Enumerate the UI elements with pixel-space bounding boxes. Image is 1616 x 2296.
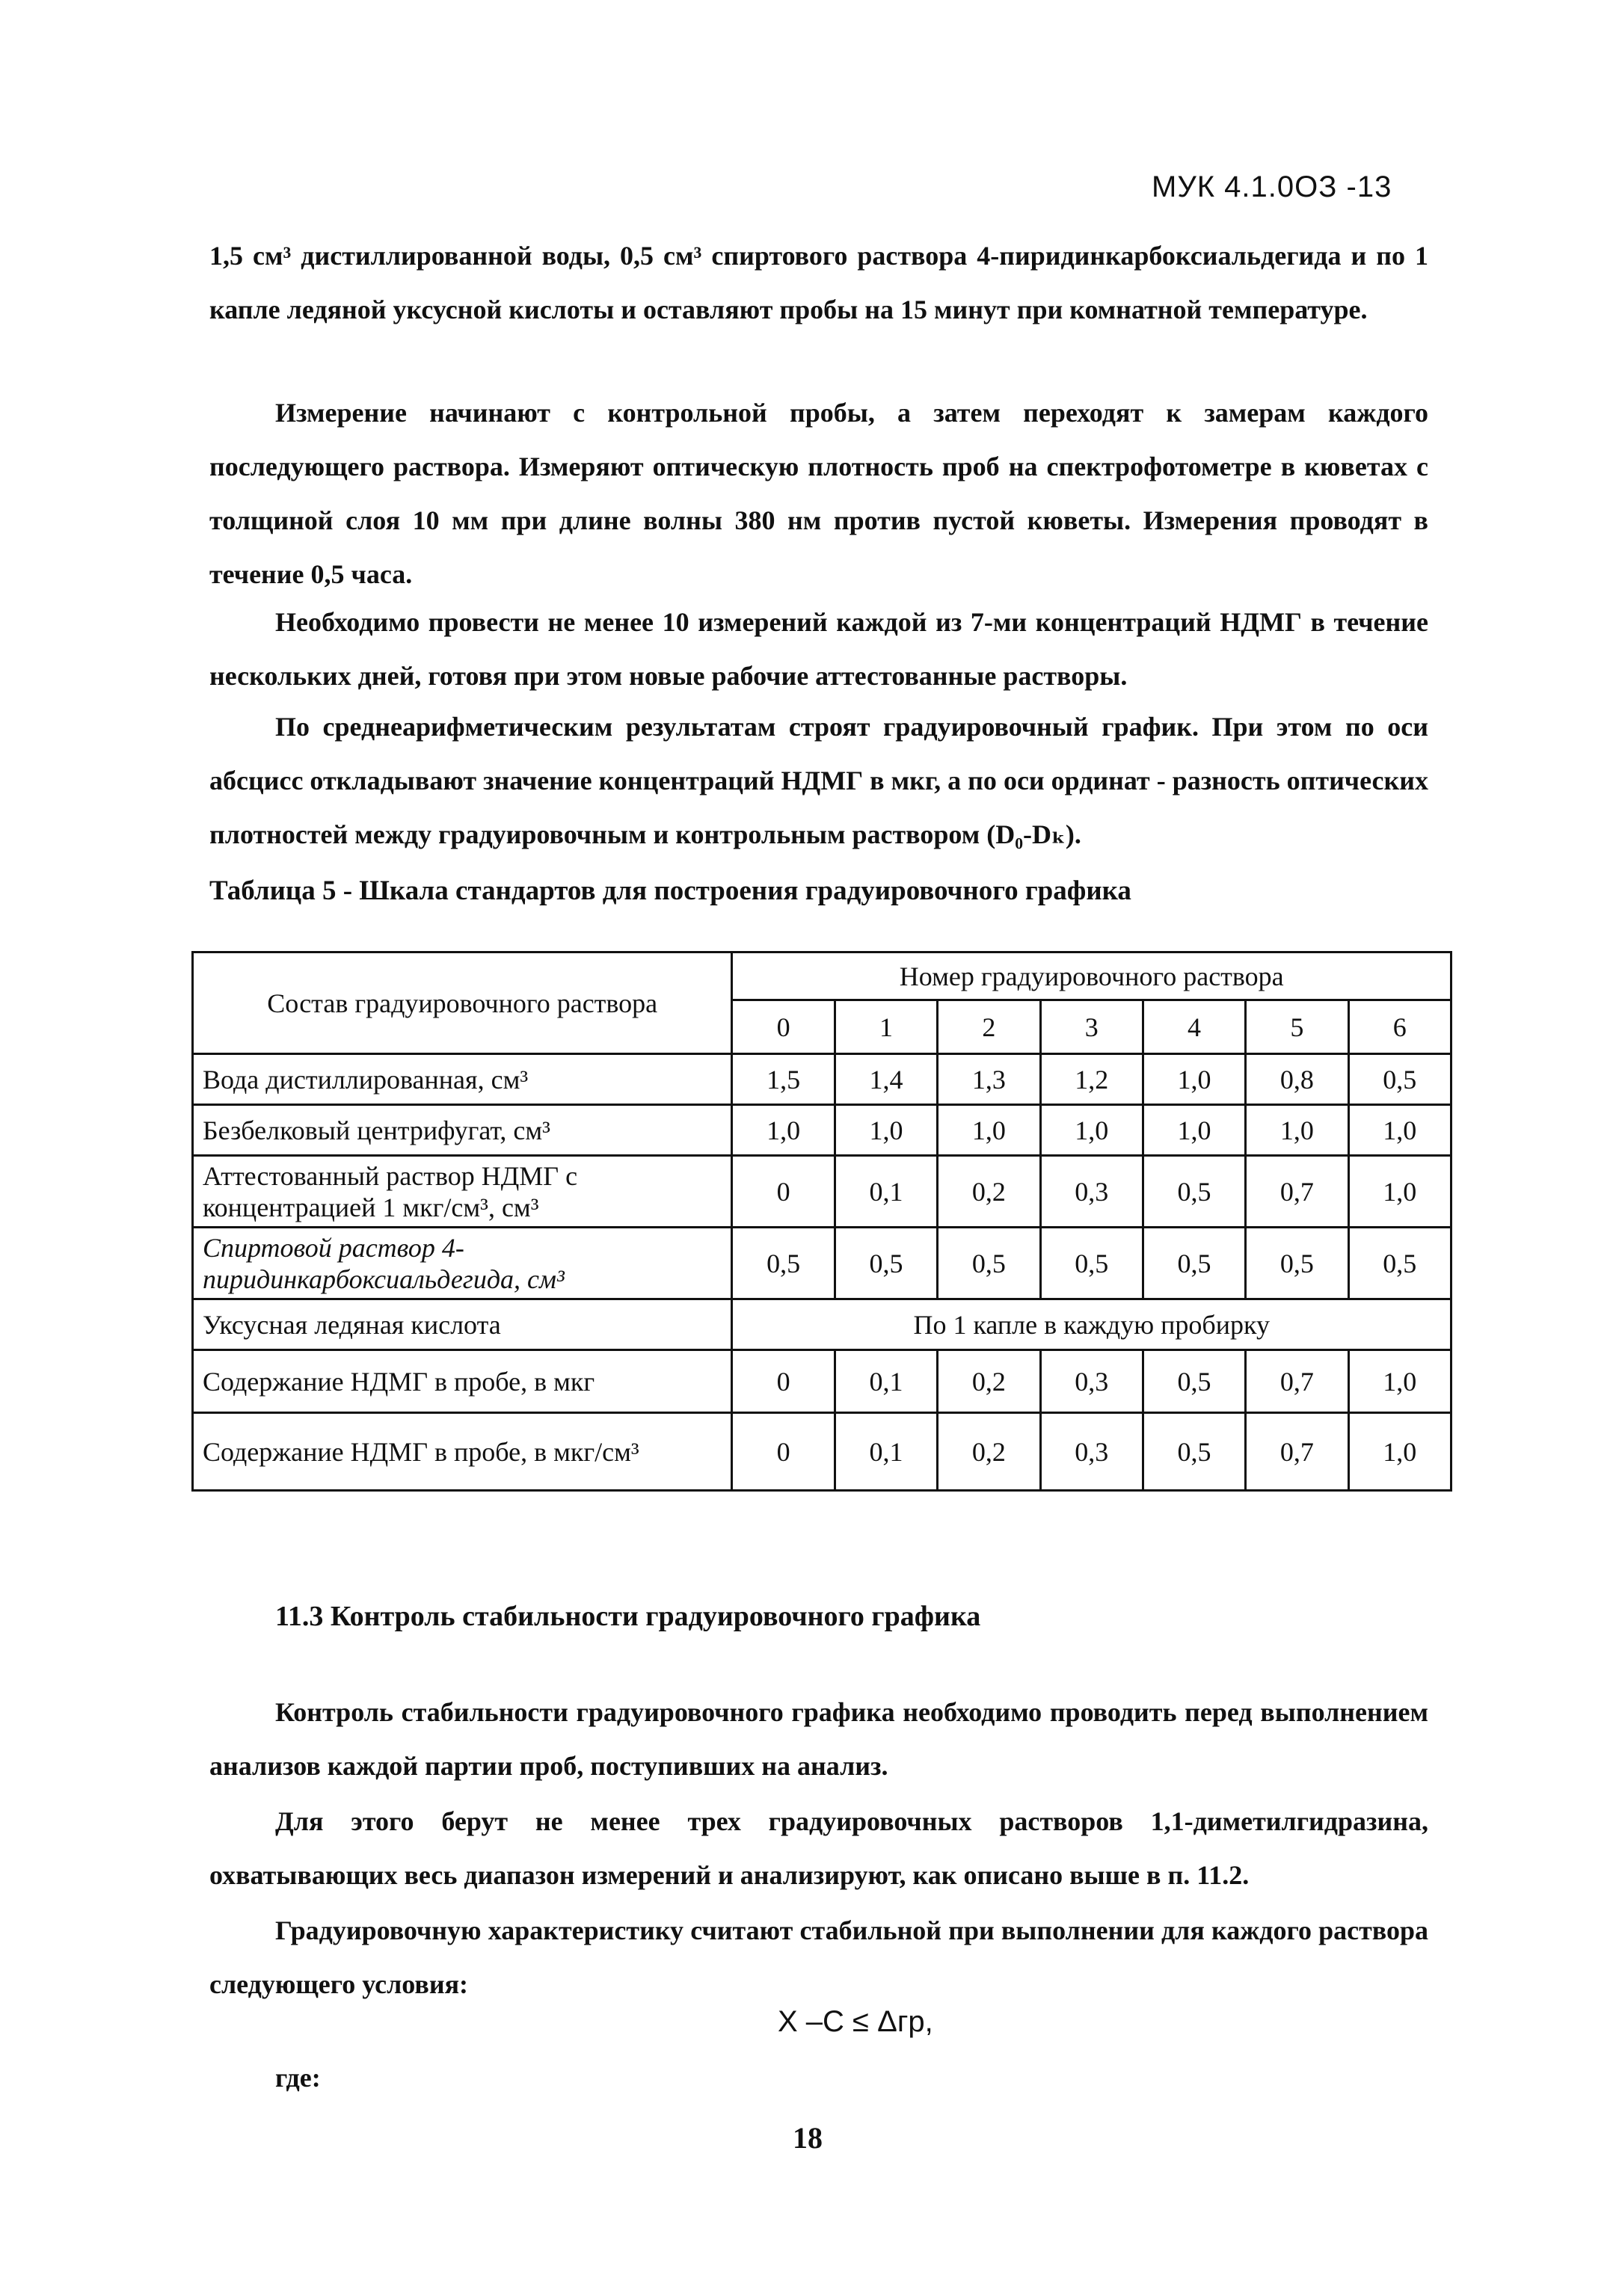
table-cell: 1,3 (938, 1054, 1040, 1105)
table-cell: 1,0 (1348, 1350, 1451, 1413)
table-cell: 1,0 (835, 1105, 937, 1156)
table-cell: 1,0 (938, 1105, 1040, 1156)
table-cell: 1,0 (732, 1105, 835, 1156)
header-solution-number: Номер градуировочного раствора (732, 952, 1451, 1000)
table-cell: 0,5 (1246, 1228, 1348, 1299)
table-cell: 0 (732, 1350, 835, 1413)
section-paragraph-1: Контроль стабильности градуировочного графика необходимо проводить перед выполнением анализов каждой партии проб, поступивших на анализ. (209, 1697, 1428, 1781)
table-cell: 0,1 (835, 1350, 937, 1413)
column-number: 3 (1040, 1000, 1143, 1054)
row-label: Вода дистиллированная, см³ (193, 1054, 732, 1105)
table-cell: 0,3 (1040, 1413, 1143, 1491)
column-number: 5 (1246, 1000, 1348, 1054)
table-cell: 0,8 (1246, 1054, 1348, 1105)
table-cell: 1,0 (1040, 1105, 1143, 1156)
column-number: 4 (1143, 1000, 1245, 1054)
column-number: 6 (1348, 1000, 1451, 1054)
row-label: Содержание НДМГ в пробе, в мкг/см³ (193, 1413, 732, 1491)
table-row (193, 1054, 1451, 1105)
table-cell: 0,5 (1143, 1228, 1245, 1299)
paragraph-4: По среднеарифметическим результатам строят градуировочный график. При этом по оси абсцисс откладывают значение концентраций НДМГ в мкг, а по оси ординат - разность оптических плотностей между градуировочным и контрольным раствором (D₀-Dₖ). (209, 712, 1428, 849)
table-cell: 1,0 (1246, 1105, 1348, 1156)
section-paragraph-2: Для этого берут не менее трех градуировочных растворов 1,1-диметилгидразина, охватывающих весь диапазон измерений и анализируют, как описано выше в п. 11.2. (209, 1806, 1428, 1890)
table-cell: 1,0 (1348, 1413, 1451, 1491)
row-label: Безбелковый центрифугат, см³ (193, 1105, 732, 1156)
table-cell: 0,3 (1040, 1156, 1143, 1228)
table-cell: 0,1 (835, 1156, 937, 1228)
table-cell: 0,7 (1246, 1156, 1348, 1228)
row-label: Спиртовой раствор 4-пиридинкарбоксиальдегида, см³ (193, 1228, 732, 1299)
table-cell: 0,2 (938, 1413, 1040, 1491)
table-row (193, 1156, 1451, 1228)
section-paragraph-3: Градуировочную характеристику считают стабильной при выполнении для каждого раствора следующего условия: (209, 1915, 1428, 1999)
row-label: Уксусная ледяная кислота (193, 1299, 732, 1350)
table-cell: 0,5 (1143, 1350, 1245, 1413)
table-cell: 1,0 (1348, 1156, 1451, 1228)
document-code: МУК 4.1.0ОЗ -13 (1152, 170, 1392, 203)
table-cell: 0,5 (1143, 1156, 1245, 1228)
paragraph-1: 1,5 см³ дистиллированной воды, 0,5 см³ спиртового раствора 4-пиридинкарбоксиальдегида и по 1 капле ледяной уксусной кислоты и оставляют пробы на 15 минут при комнатной температуре. (209, 241, 1428, 324)
column-number: 0 (732, 1000, 835, 1054)
paragraph-2: Измерение начинают с контрольной пробы, а затем переходят к замерам каждого последующего раствора. Измеряют оптическую плотность проб на спектрофотометре в кюветах с толщиной слоя 10 мм при длине волны 380 нм против пустой кюветы. Измерения проводят в течение 0,5 часа. (209, 398, 1428, 589)
table-cell: 0 (732, 1413, 835, 1491)
table-cell: 1,4 (835, 1054, 937, 1105)
table-caption: Таблица 5 - Шкала стандартов для построения градуировочного графика (209, 875, 1131, 906)
calibration-table (191, 951, 1452, 1492)
table-cell: 0,7 (1246, 1350, 1348, 1413)
table-row (193, 1299, 1451, 1350)
table-cell: 0,5 (938, 1228, 1040, 1299)
table-cell: 1,2 (1040, 1054, 1143, 1105)
table-cell: 0,3 (1040, 1350, 1143, 1413)
where-label: где: (275, 2063, 321, 2093)
table-row (193, 1228, 1451, 1299)
table-cell: 1,0 (1143, 1105, 1245, 1156)
table-cell: 0,7 (1246, 1413, 1348, 1491)
table-header-row (193, 952, 1451, 1000)
table-row (193, 1105, 1451, 1156)
table-cell: 0,5 (1143, 1413, 1245, 1491)
table-cell: 0,2 (938, 1350, 1040, 1413)
row-label: Аттестованный раствор НДМГ с концентрацией 1 мкг/см³, см³ (193, 1156, 732, 1228)
page-number: 18 (793, 2121, 823, 2155)
row-label: Содержание НДМГ в пробе, в мкг (193, 1350, 732, 1413)
table-cell: 0,5 (1348, 1054, 1451, 1105)
table-cell: По 1 капле в каждую пробирку (732, 1299, 1451, 1350)
table-cell: 1,0 (1348, 1105, 1451, 1156)
table-cell: 0,5 (1040, 1228, 1143, 1299)
stability-formula: X –C ≤ Δгр, (778, 2005, 933, 2038)
table-cell: 0,1 (835, 1413, 937, 1491)
table-cell: 0,2 (938, 1156, 1040, 1228)
table-cell: 1,5 (732, 1054, 835, 1105)
table-cell: 0,5 (732, 1228, 835, 1299)
table-cell: 1,0 (1143, 1054, 1245, 1105)
table-cell: 0,5 (1348, 1228, 1451, 1299)
section-title: 11.3 Контроль стабильности градуировочного графика (275, 1601, 981, 1632)
table-cell: 0,5 (835, 1228, 937, 1299)
paragraph-3: Необходимо провести не менее 10 измерений каждой из 7-ми концентраций НДМГ в течение нескольких дней, готовя при этом новые рабочие аттестованные растворы. (209, 607, 1428, 691)
header-composition: Состав градуировочного раствора (193, 952, 732, 1054)
column-number: 2 (938, 1000, 1040, 1054)
table-row (193, 1350, 1451, 1413)
column-number: 1 (835, 1000, 937, 1054)
table-row (193, 1413, 1451, 1491)
table-cell: 0 (732, 1156, 835, 1228)
